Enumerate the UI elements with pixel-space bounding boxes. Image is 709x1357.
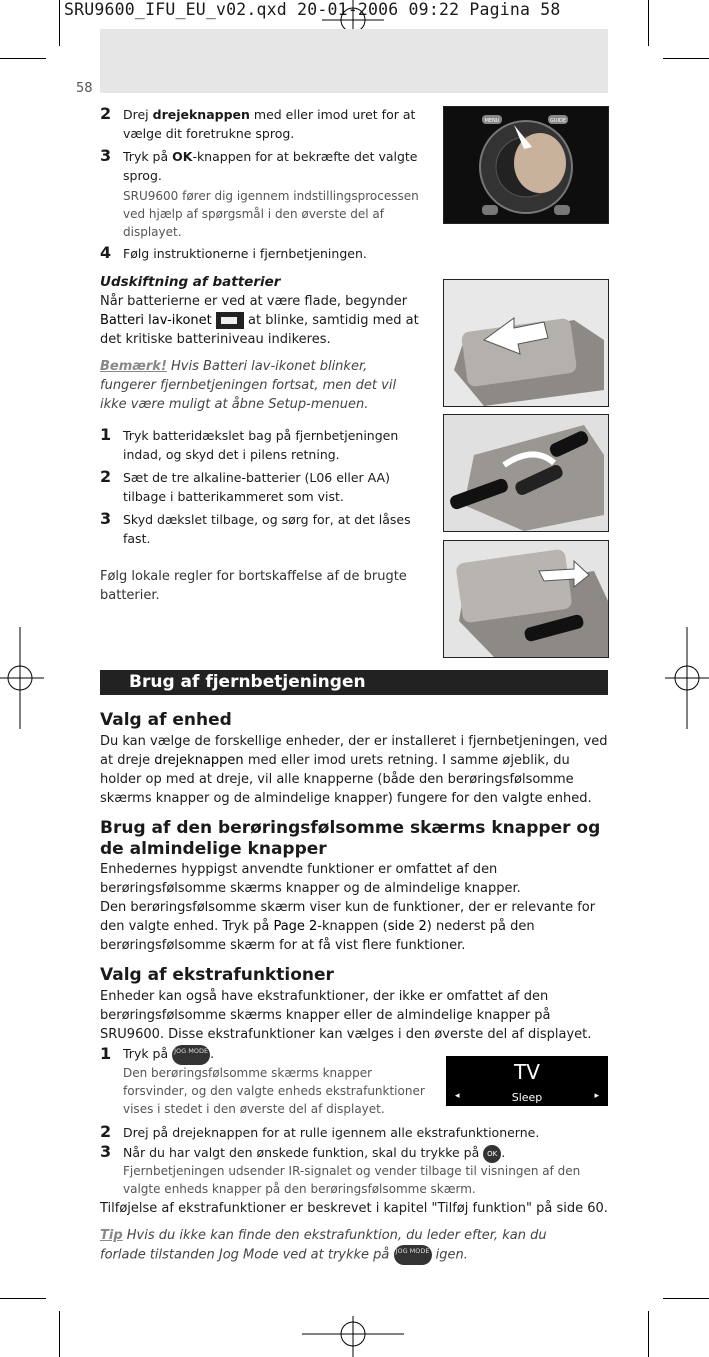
battery-insert-photo — [443, 414, 609, 532]
step-number: 1 — [100, 425, 112, 444]
battery-note: Bemærk! Hvis Batteri lav-ikonet blinker, fungerer fjernbetjeningen fortsat, men det vil ikke være muligt at åbne Setup-menuen. — [100, 359, 397, 412]
step-text: Drej på drejeknappen for at rulle igennem alle ekstrafunktionerne. — [123, 1125, 540, 1140]
ekstra-add-text: Tilføjelse af ekstrafunktioner er beskrevet i kapitel "Tilføj funktion" på side 60. — [100, 1201, 608, 1216]
step-text: Skyd dækslet tilbage, og sørg for, at det låses fast. — [123, 512, 411, 546]
brug-knapper-text-1: Enhedernes hyppigst anvendte funktioner er omfattet af den berøringsfølsomme skærms knapper og de almindelige knapper. — [100, 862, 521, 896]
step-number: 3 — [100, 1142, 112, 1161]
heading-brug-knapper: Brug af den berøringsfølsomme skærms knapper og de almindelige knapper — [100, 818, 601, 859]
step-number: 4 — [100, 243, 112, 262]
heading-valg-enhed: Valg af enhed — [100, 710, 232, 730]
step-text: Tryk på JOG MODE . — [123, 1044, 214, 1065]
brug-knapper-text-2: Den berøringsfølsomme skærm viser kun de funktioner, der er relevante for den valgte enhed. Tryk på Page 2-knappen (side 2) nederst på den berøringsfølsomme skærm for at få vist flere funktioner. — [100, 900, 596, 953]
crop-mark — [663, 58, 709, 59]
battery-cover-photo — [443, 279, 609, 407]
crop-mark — [663, 1298, 709, 1299]
step-number: 2 — [100, 467, 112, 486]
page-number: 58 — [76, 81, 93, 96]
crop-mark — [59, 1311, 60, 1357]
battery-heading: Udskiftning af batterier — [100, 274, 281, 290]
step-number: 3 — [100, 509, 112, 528]
step-number: 2 — [100, 1122, 112, 1141]
step-number: 2 — [100, 104, 112, 123]
device-display — [446, 1056, 608, 1106]
remote-dial-photo — [443, 106, 609, 224]
step-text: Sæt de tre alkaline-batterier (L06 eller AA) tilbage i batterikammeret som vist. — [123, 470, 390, 504]
crop-mark — [648, 1311, 649, 1357]
crop-mark — [0, 1298, 46, 1299]
crop-mark — [0, 58, 46, 59]
display-item: Sleep — [511, 1091, 543, 1104]
crop-mark — [648, 0, 649, 46]
battery-intro: Når batterierne er ved at være flade, begynder Batteri lav-ikonet at blinke, samtidig med at det kritiske batteriniveau indikeres. — [100, 294, 419, 347]
step-subtext: Den berøringsfølsomme skærms knapper forsvinder, og den valgte enheds ekstrafunktioner vises i stedet i den øverste del af displayet. — [123, 1066, 425, 1116]
valg-enhed-text: Du kan vælge de forskellige enheder, der er installeret i fjernbetjeningen, ved at dreje drejeknappen med eller imod urets retning. I samme øjeblik, du holder op med at dreje, vil alle knapperne (både den berøringsfølsomme skærms knapper og de almindelige knapper) fungere for den valgte enhed. — [100, 734, 608, 806]
display-title: TV — [514, 1060, 540, 1084]
heading-ekstra: Valg af ekstrafunktioner — [100, 965, 334, 985]
tip-text: Tip Hvis du ikke kan finde den ekstrafunktion, du leder efter, kan du forlade tilstanden Jog Mode ved at trykke på JOG MODE igen. — [100, 1226, 590, 1265]
jog-mode-button-icon: JOG MODE — [172, 1045, 210, 1065]
guide-button-label: GUIDE — [549, 118, 567, 124]
registration-mark-bottom — [302, 1316, 404, 1357]
step-text: Følg instruktionerne i fjernbetjeningen. — [123, 246, 367, 261]
step-text: Når du har valgt den ønskede funktion, skal du trykke på OK . — [123, 1143, 603, 1163]
registration-mark-left — [0, 627, 44, 729]
display-left-arrow: ◂ — [455, 1091, 460, 1101]
jog-mode-button-icon: JOG MODE — [394, 1245, 432, 1265]
step-text: Tryk på OK-knappen for at bekræfte det valgte sprog. — [123, 149, 418, 183]
display-right-arrow: ▸ — [594, 1091, 599, 1101]
step-number: 1 — [100, 1044, 112, 1063]
crop-mark — [59, 0, 60, 46]
menu-button-label: MENU — [484, 118, 500, 124]
step-subtext: SRU9600 fører dig igennem indstillingsprocessen ved hjælp af spørgsmål i den øverste del af displayet. — [123, 189, 419, 239]
step-text: Tryk batteridækslet bag på fjernbetjeningen indad, og skyd det i pilens retning. — [123, 428, 399, 462]
battery-low-icon — [216, 312, 244, 329]
step-subtext: Fjernbetjeningen udsender IR-signalet og vender tilbage til visningen af den valgte enheds knapper på den berøringsfølsomme skærm. — [123, 1164, 581, 1196]
step-number: 3 — [100, 146, 112, 165]
disposal-text: Følg lokale regler for bortskaffelse af de brugte batterier. — [100, 569, 407, 603]
battery-close-photo — [443, 540, 609, 658]
file-slug: SRU9600_IFU_EU_v02.qxd 20-01-2006 09:22 Pagina 58 — [64, 0, 561, 19]
ekstra-text: Enheder kan også have ekstrafunktioner, der ikke er omfattet af den berøringsfølsomme skærms knapper eller de almindelige knapper på SRU9600. Disse ekstrafunktioner kan vælges i den øverste del af displayet. — [100, 989, 592, 1042]
registration-mark-right — [665, 627, 709, 729]
header-band — [100, 29, 608, 93]
step-text: Drej drejeknappen med eller imod uret for at vælge dit foretrukne sprog. — [123, 107, 416, 141]
ok-button-icon: OK — [483, 1145, 501, 1163]
section-title: Brug af fjernbetjeningen — [100, 670, 608, 695]
